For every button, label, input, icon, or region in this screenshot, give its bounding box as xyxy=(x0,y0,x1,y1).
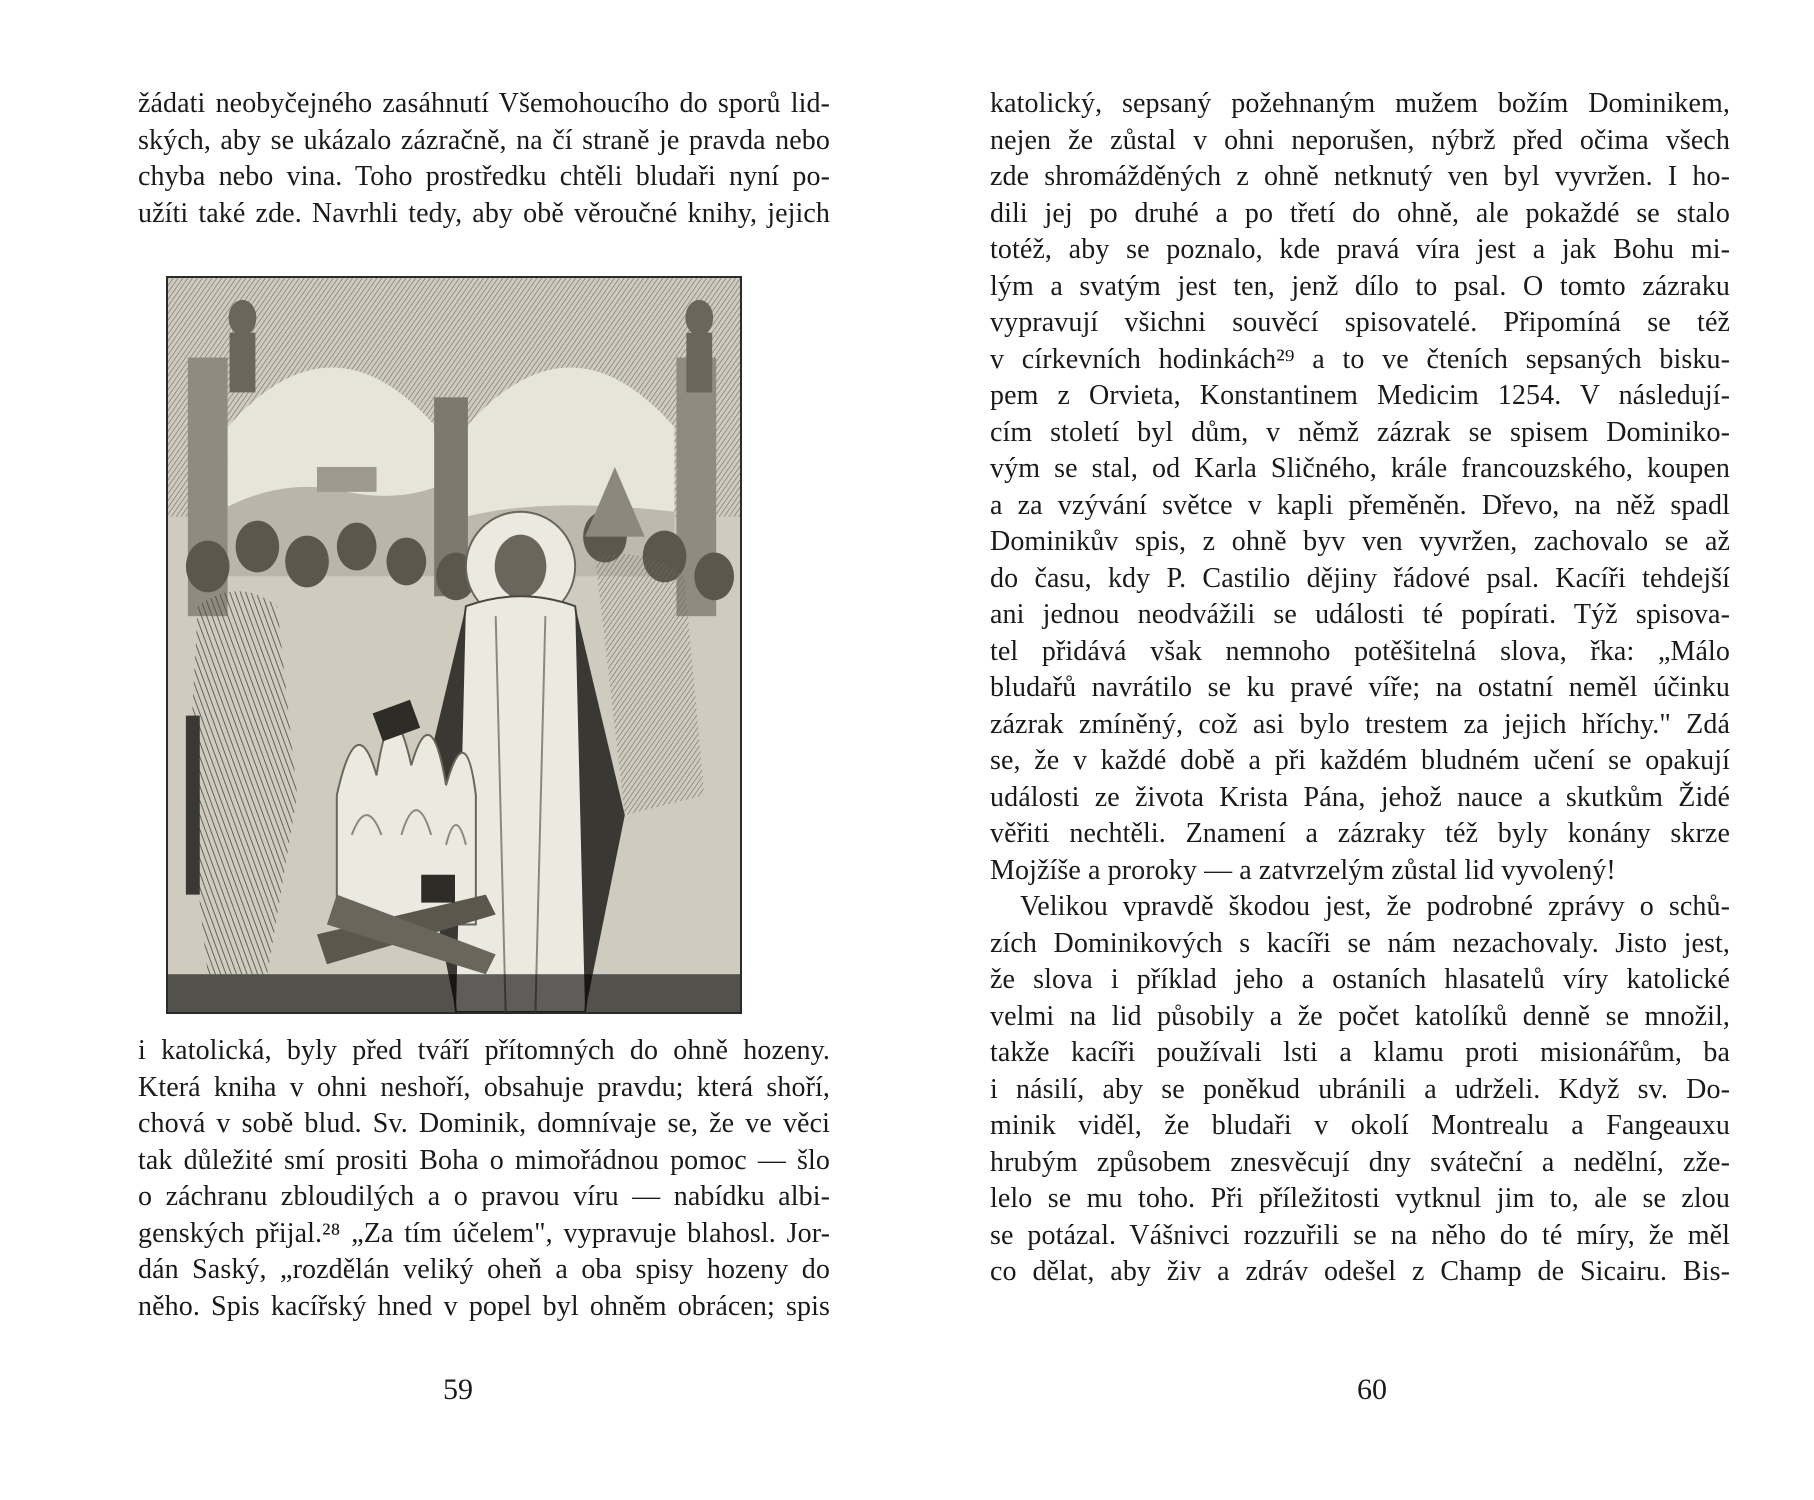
text-line: se potázal. Vášnivci rozzuřili se na něho do té míry, že měl xyxy=(990,1219,1730,1251)
page-number-right: 60 xyxy=(1357,1373,1387,1406)
text-line: něho. Spis kacířský hned v popel byl ohněm obrácen; spis xyxy=(138,1290,830,1322)
page-number-left: 59 xyxy=(443,1373,473,1406)
left-page-top-text xyxy=(138,86,830,232)
text-line: vým se stal, od Karla Sličného, krále francouzského, koupen xyxy=(990,453,1730,484)
text-line: a za vzývání světce v kapli přeměněn. Dřevo, na něž spadl xyxy=(990,489,1730,521)
text-line: Která kniha v ohni neshoří, obsahuje pravdu; která shoří, xyxy=(138,1071,830,1103)
right-page xyxy=(907,0,1814,1500)
text-line: zázrak zmíněný, což asi bylo trestem za jejich hříchy." Zdá xyxy=(990,708,1730,740)
right-page-text xyxy=(990,86,1730,1291)
left-page-bottom-text xyxy=(138,1033,830,1325)
text-line: dán Saský, „rozdělán veliký oheň a oba spisy hozeny do xyxy=(138,1254,830,1285)
engraving-saint-dominic-book-fire xyxy=(168,278,740,1012)
text-line: do času, kdy P. Castilio dějiny řádové psal. Kacíři tehdejší xyxy=(990,562,1730,594)
text-line: žádati neobyčejného zasáhnutí Všemohoucího do sporů lid- xyxy=(138,88,830,119)
text-line: věřiti nechtěli. Znamení a zázraky též byly konány skrze xyxy=(990,818,1730,849)
text-line: takže kacíři používali lsti a klamu proti misionářům, ba xyxy=(990,1037,1730,1068)
text-line: tak důležité smí prositi Boha o mimořádnou pomoc — šlo xyxy=(138,1144,830,1176)
text-line: chová v sobě blud. Sv. Dominik, domnívaje se, že ve věci xyxy=(138,1108,830,1139)
text-line: vypravují všichni souvěcí spisovatelé. Připomíná se též xyxy=(990,307,1730,338)
text-line: nejen že zůstal v ohni neporušen, nýbrž před očima všech xyxy=(990,124,1730,156)
text-line: události ze života Krista Pána, jehož nauce a skutkům Židé xyxy=(990,781,1730,813)
text-line: cím století byl dům, v němž zázrak se spisem Dominiko- xyxy=(990,416,1730,448)
text-line: v církevních hodinkách²⁹ a to ve čteních sepsaných bisku- xyxy=(990,343,1730,375)
engraving-illustration xyxy=(166,276,742,1014)
text-line: zde shromážděných z ohně netknutý ven byl vyvržen. I ho- xyxy=(990,161,1730,192)
text-line: dili jej po druhé a po třetí do ohně, ale pokaždé se stalo xyxy=(990,197,1730,229)
text-line: genských přijal.²⁸ „Za tím účelem", vypravuje blahosl. Jor- xyxy=(138,1217,830,1249)
text-line: Mojžíše a proroky — a zatvrzelým zůstal lid vyvolený! xyxy=(990,854,1616,886)
text-line: zích Dominikových s kacíři se nám nezachovaly. Jisto jest, xyxy=(990,927,1730,959)
text-line: užíti také zde. Navrhli tedy, aby obě věroučné knihy, jejich xyxy=(138,197,830,229)
text-line: o záchranu zbloudilých a o pravou víru — nabídku albi- xyxy=(138,1181,830,1212)
text-line: katolický, sepsaný požehnaným mužem božím Dominikem, xyxy=(990,88,1730,119)
text-line: bludařů navrátilo se ku pravé víře; na ostatní neměl účinku xyxy=(990,672,1730,703)
text-line: tel přidává však nemnoho potěšitelná slova, řka: „Málo xyxy=(990,635,1730,667)
text-line: Dominikův spis, z ohně byv ven vyvržen, zachovalo se až xyxy=(990,526,1730,557)
text-line: se, že v každé době a při každém bludném učení se opakují xyxy=(990,745,1730,776)
text-line: ani jednou neodvážili se události té popírati. Týž spisova- xyxy=(990,599,1730,630)
text-line: pem z Orvieta, Konstantinem Medicim 1254. V následují- xyxy=(990,380,1730,411)
text-line: ských, aby se ukázalo zázračně, na čí straně je pravda nebo xyxy=(138,124,830,156)
text-line: velmi na lid působily a že počet katolíků denně se množil, xyxy=(990,1000,1730,1032)
text-line: minik viděl, že bludaři v okolí Montrealu a Fangeauxu xyxy=(990,1110,1730,1141)
text-line: i násilí, aby se poněkud ubránili a udrželi. Když sv. Do- xyxy=(990,1073,1730,1105)
text-line: lým a svatým jest ten, jenž dílo to psal. O tomto zázraku xyxy=(990,270,1730,302)
text-line: že slova i příklad jeho a ostaních hlasatelů víry katolické xyxy=(990,964,1730,995)
text-line: totéž, aby se poznalo, kde pravá víra jest a jak Bohu mi- xyxy=(990,234,1730,265)
text-line: lelo se mu toho. Při příležitosti vytknul jim to, ale se zlou xyxy=(990,1183,1730,1214)
text-line: Velikou vpravdě škodou jest, že podrobné zprávy o schů- xyxy=(1020,891,1730,922)
text-line: chyba nebo vina. Toho prostředku chtěli bludaři nyní po- xyxy=(138,161,830,192)
text-line: i katolická, byly před tváří přítomných do ohně hozeny. xyxy=(138,1035,830,1066)
text-line: co dělat, aby živ a zdráv odešel z Champ de Sicairu. Bis- xyxy=(990,1256,1730,1287)
text-line: hrubým způsobem znesvěcují dny sváteční a nedělní, zže- xyxy=(990,1146,1730,1178)
